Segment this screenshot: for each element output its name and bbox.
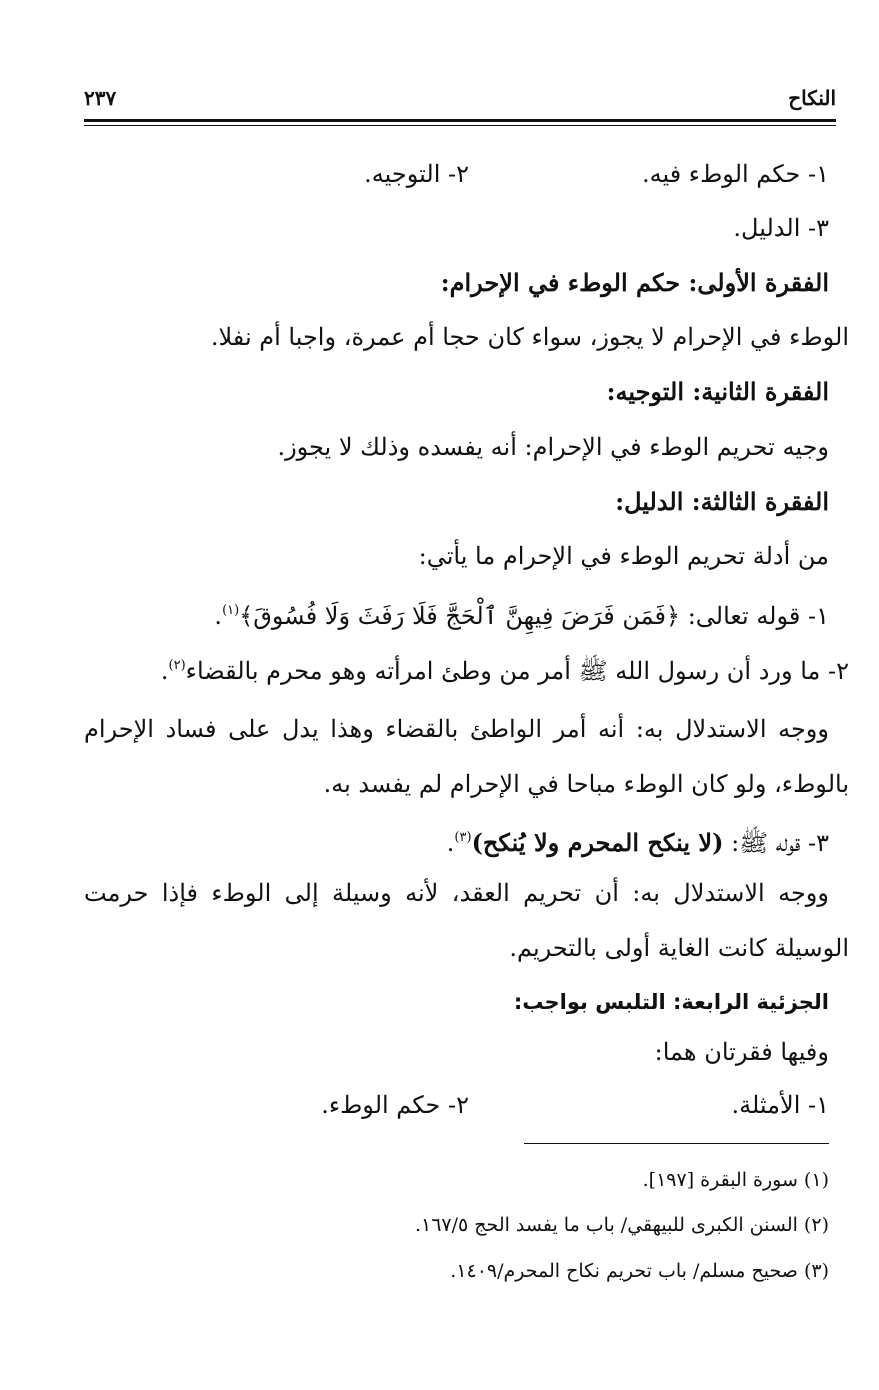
paragraph-line: الوطء في الإحرام لا يجوز، سواء كان حجا أم عمرة، واجبا أم نفلا.: [210, 323, 849, 351]
hadith-text: ٢- ما ورد أن رسول الله ﷺ أمر من وطئ امرأته وهو محرم بالقضاء: [185, 657, 849, 685]
list-line-1: [84, 157, 829, 191]
footnote: (١) سورة البقرة [١٩٧].: [642, 1169, 829, 1191]
paragraph-line: وفيها فقرتان هما:: [654, 1038, 829, 1066]
hadith-quote: (لا ينكح المحرم ولا يُنكح): [471, 828, 724, 857]
footnote-ref: (٣): [454, 830, 472, 845]
footnote: (٢) السنن الكبرى للبيهقي/ باب ما يفسد الحج ١٦٧/٥.: [414, 1214, 829, 1236]
evidence-line-quran: [84, 594, 829, 633]
list-item: ٢- التوجيه.: [364, 160, 469, 188]
chapter-title: النكاح: [788, 86, 836, 110]
subsection-title: الجزئية الرابعة: التلبس بواجب:: [513, 990, 829, 1014]
paragraph-line: وجيه تحريم الوطء في الإحرام: أنه يفسده وذلك لا يجوز.: [277, 433, 829, 461]
list-item: ١- حكم الوطء فيه.: [641, 160, 829, 188]
list-item: ٢- حكم الوطء.: [321, 1091, 469, 1119]
quran-quote: ١- قوله تعالى: ﴿فَمَن فَرَضَ فِيهِنَّ ٱلْحَجَّ فَلَا رَفَثَ وَلَا فُسُوقَ﴾: [239, 602, 829, 630]
paragraph-line: ووجه الاستدلال به: أن تحريم العقد، لأنه وسيلة إلى الوطء فإذا حرمت: [84, 879, 829, 907]
section-heading: الفقرة الثانية: التوجيه:: [606, 377, 829, 406]
header-rule-thick: [84, 119, 836, 122]
running-header: [84, 86, 836, 116]
footnote-ref: (١): [222, 603, 240, 618]
header-rule-thin: [84, 125, 836, 126]
footnote-separator: [524, 1143, 829, 1144]
punctuation: .: [446, 829, 455, 857]
page-number: ٢٣٧: [84, 86, 117, 110]
list-line-2: [84, 1088, 829, 1122]
punctuation: .: [214, 602, 223, 630]
item-intro: ٣- قوله ﷺ:: [731, 829, 829, 857]
punctuation: .: [160, 657, 169, 685]
section-heading: الفقرة الثالثة: الدليل:: [615, 487, 829, 516]
paragraph-line: الوسيلة كانت الغاية أولى بالتحريم.: [509, 934, 849, 962]
paragraph-line: ووجه الاستدلال به: أنه أمر الواطئ بالقضاء وهذا يدل على فساد الإحرام: [84, 715, 829, 743]
evidence-line-hadith: [84, 821, 829, 860]
paragraph-line: بالوطء، ولو كان الوطء مباحا في الإحرام لم يفسد به.: [323, 770, 849, 798]
paragraph-line: من أدلة تحريم الوطء في الإحرام ما يأتي:: [418, 542, 829, 570]
footnote-ref: (٢): [168, 658, 186, 673]
list-item: ١- الأمثلة.: [731, 1091, 829, 1119]
list-item: ٣- الدليل.: [733, 214, 829, 242]
evidence-line-hadith: [104, 649, 849, 688]
section-heading: الفقرة الأولى: حكم الوطء في الإحرام:: [440, 268, 829, 297]
footnote: (٣) صحيح مسلم/ باب تحريم نكاح المحرم/١٤٠٩.: [450, 1260, 829, 1282]
subsection-heading: [84, 984, 829, 1019]
